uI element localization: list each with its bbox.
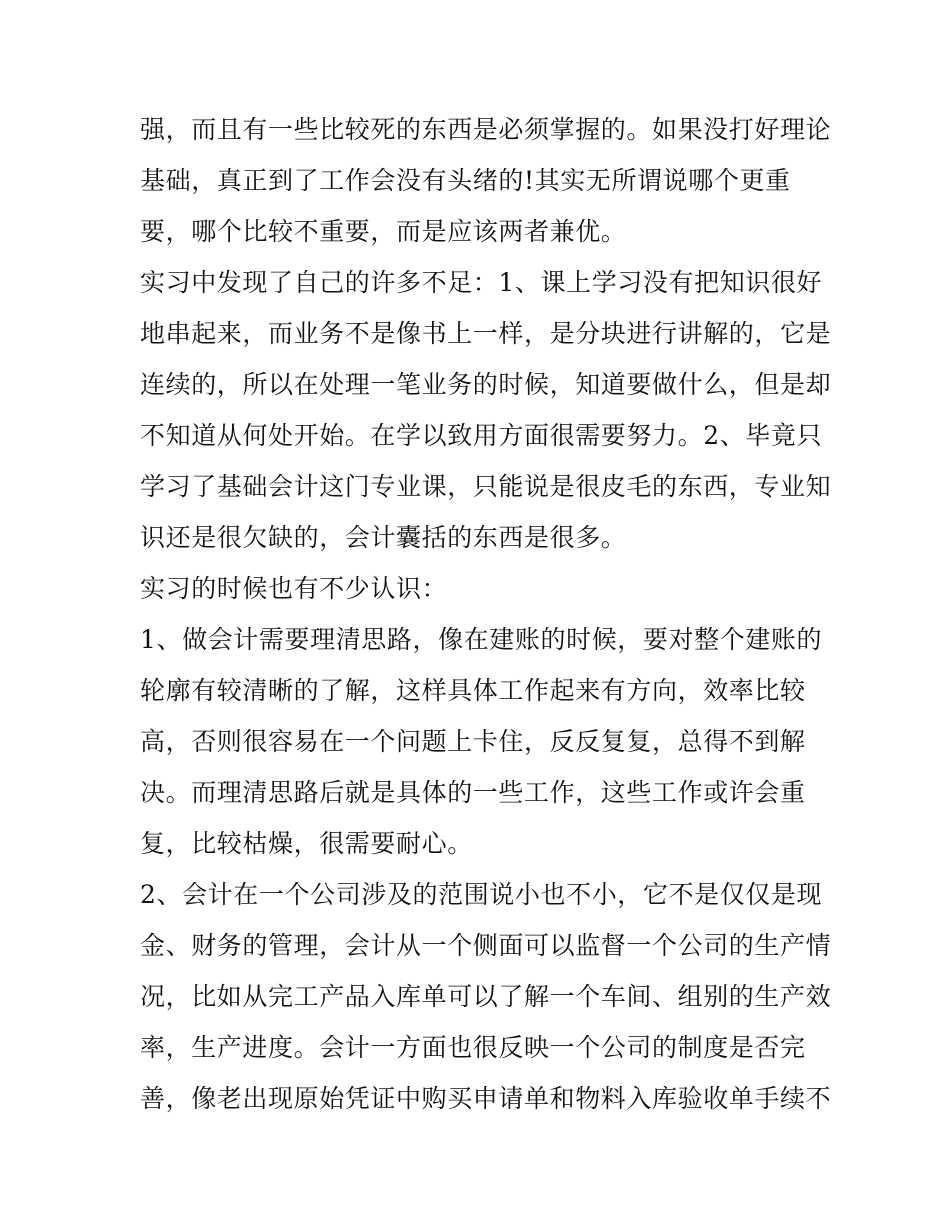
text-line: 基础，真正到了工作会没有头绪的!其实无所谓说哪个更重 <box>140 166 791 195</box>
text-line: 识还是很欠缺的，会计囊括的东西是很多。 <box>140 523 627 552</box>
text-line: 强，而且有一些比较死的东西是必须掌握的。如果没打好理论 <box>140 115 832 144</box>
text-line: 连续的，所以在处理一笔业务的时候，知道要做什么，但是却 <box>140 370 832 399</box>
body-text <box>140 104 832 1124</box>
text-line: 金、财务的管理，会计从一个侧面可以监督一个公司的生产情 <box>140 931 832 960</box>
text-line: 1、做会计需要理清思路，像在建账的时候，要对整个建账的 <box>140 625 823 654</box>
text-line: 不知道从何处开始。在学以致用方面很需要努力。2、毕竟只 <box>140 421 823 450</box>
text-line: 复，比较枯燥，很需要耐心。 <box>140 829 473 858</box>
text-line: 地串起来，而业务不是像书上一样，是分块进行讲解的，它是 <box>140 319 832 348</box>
text-line: 要，哪个比较不重要，而是应该两者兼优。 <box>140 217 627 246</box>
text-line: 善，像老出现原始凭证中购买申请单和物料入库验收单手续不 <box>140 1084 832 1113</box>
text-line: 率，生产进度。会计一方面也很反映一个公司的制度是否完 <box>140 1033 806 1062</box>
text-line: 况，比如从完工产品入库单可以了解一个车间、组别的生产效 <box>140 982 832 1011</box>
text-line: 高，否则很容易在一个问题上卡住，反反复复，总得不到解 <box>140 727 806 756</box>
text-line: 实习的时候也有不少认识： <box>140 574 448 603</box>
text-line: 学习了基础会计这门专业课，只能说是很皮毛的东西，专业知 <box>140 472 832 501</box>
text-line: 2、会计在一个公司涉及的范围说小也不小，它不是仅仅是现 <box>140 880 823 909</box>
text-line: 轮廓有较清晰的了解，这样具体工作起来有方向，效率比较 <box>140 676 806 705</box>
text-line: 实习中发现了自己的许多不足：1、课上学习没有把知识很好 <box>140 268 823 297</box>
text-line: 决。而理清思路后就是具体的一些工作，这些工作或许会重 <box>140 778 806 807</box>
